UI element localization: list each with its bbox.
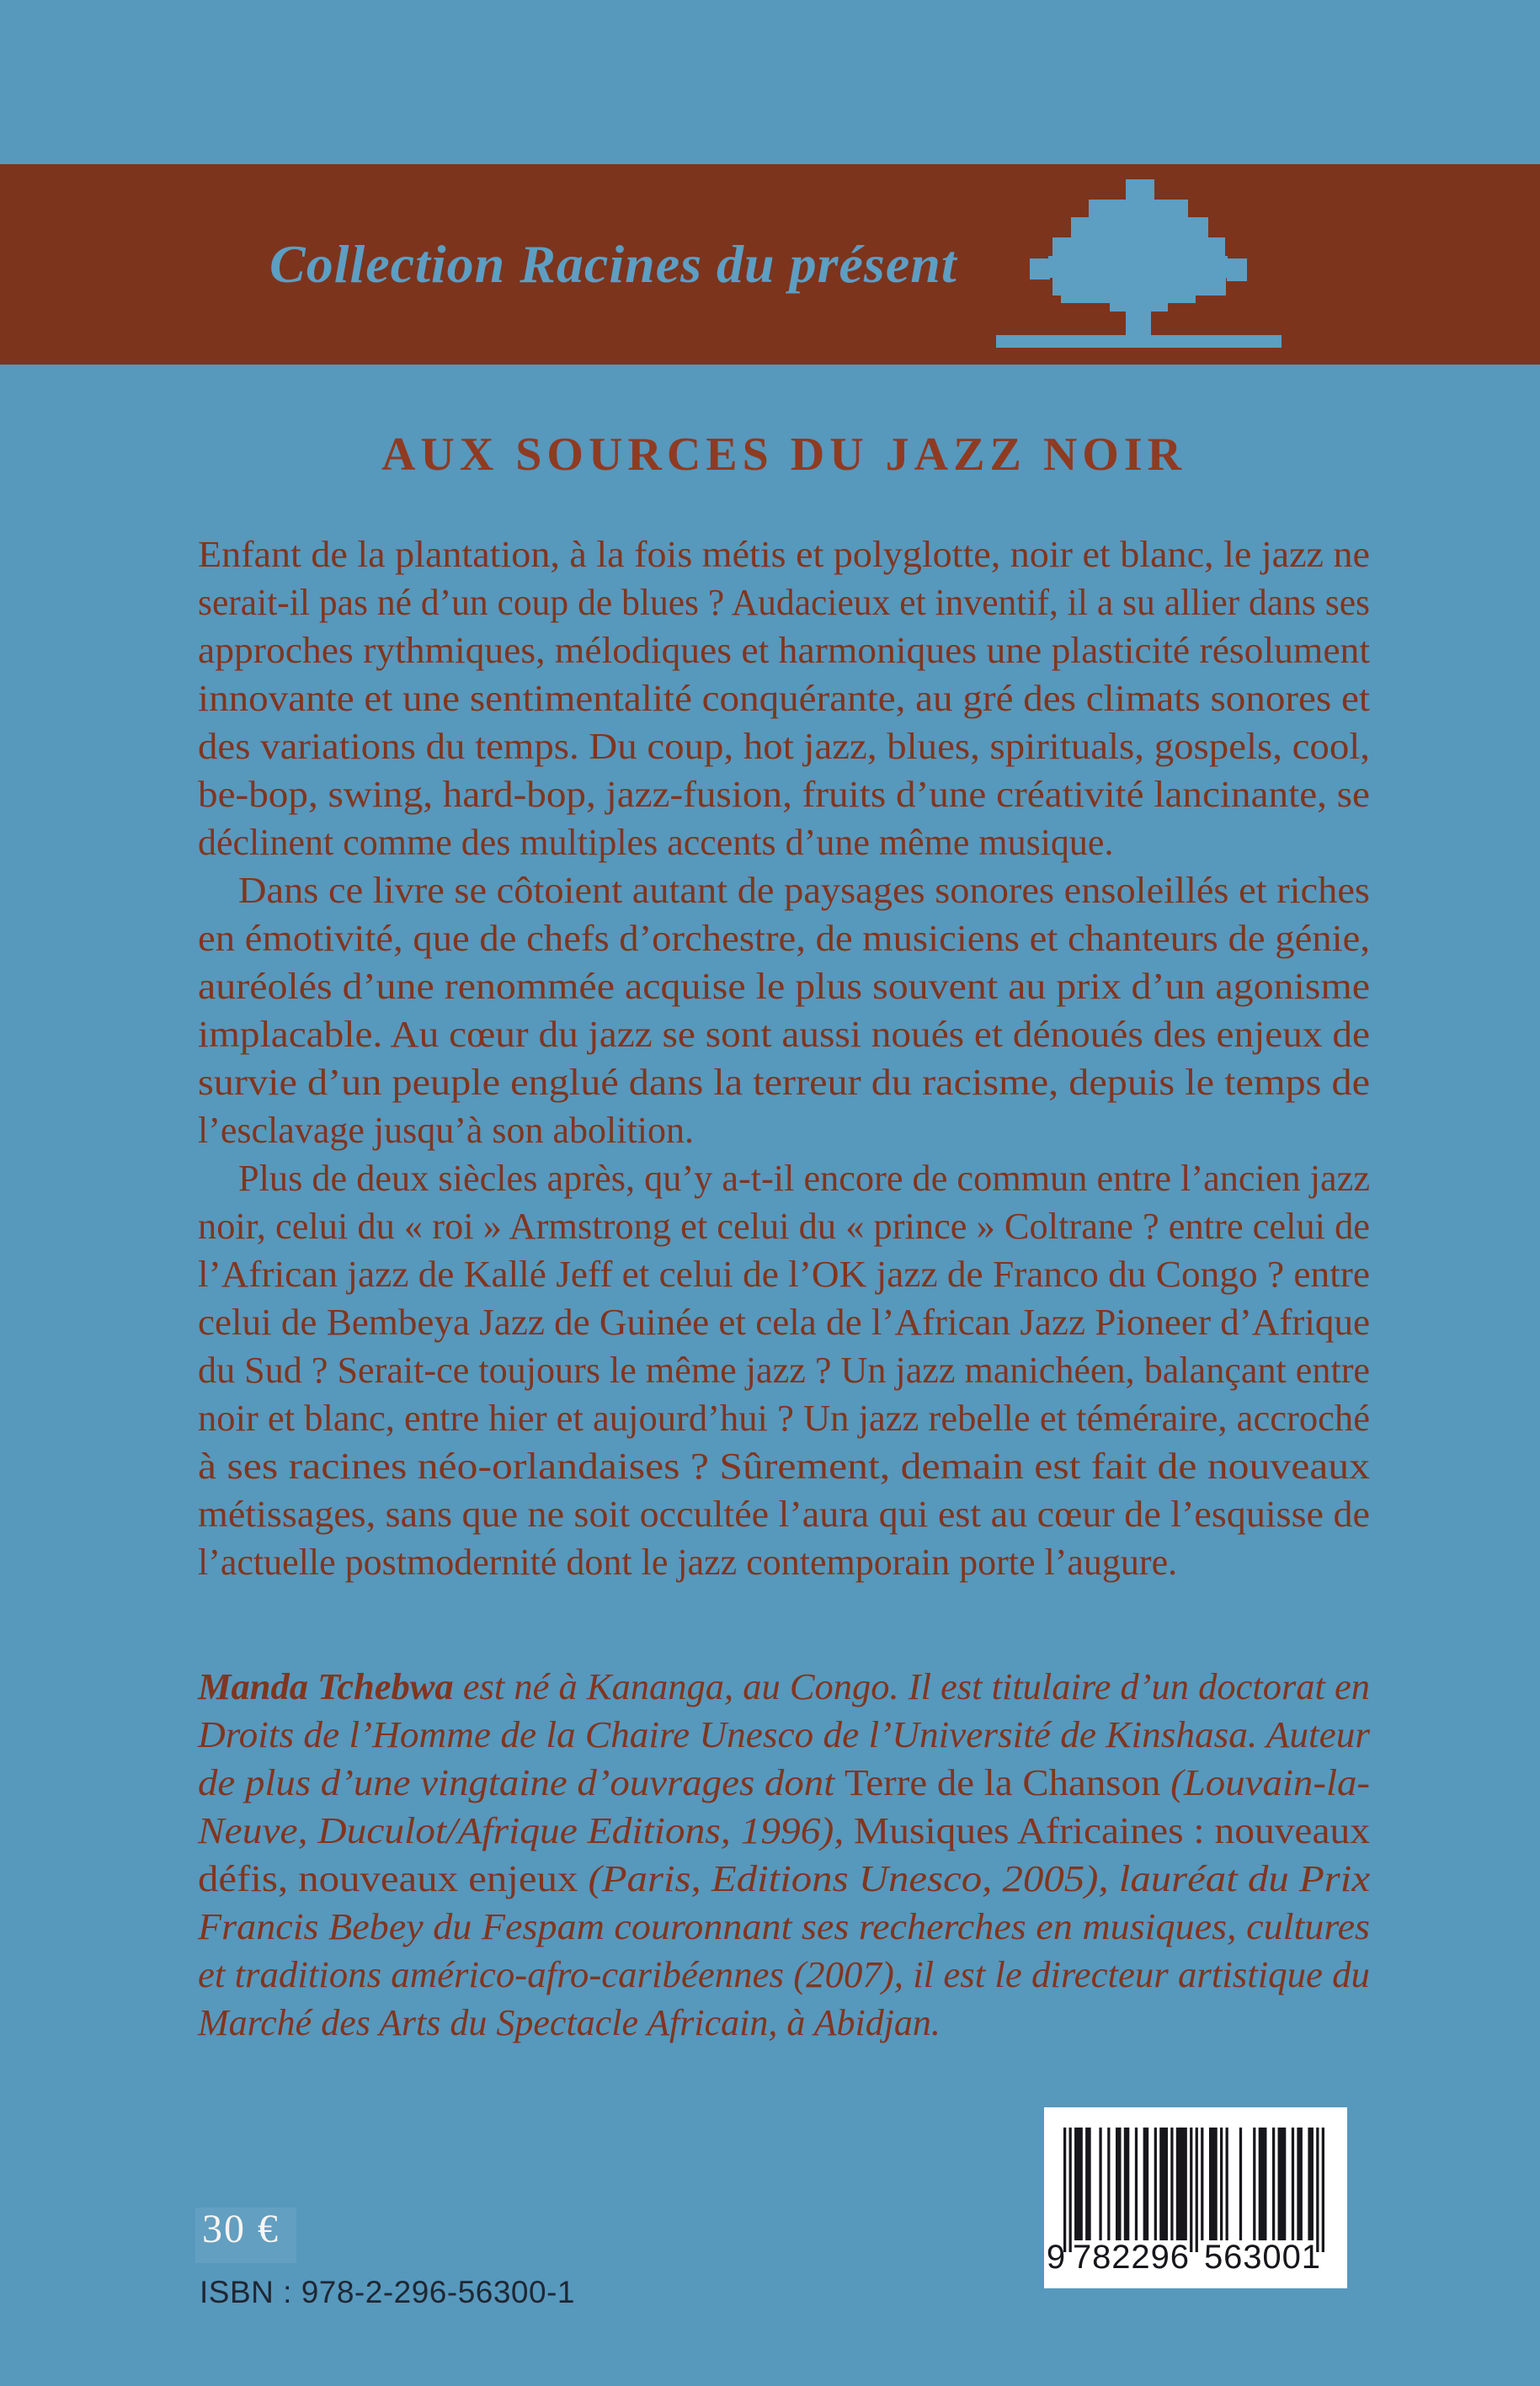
text-line: métissages, sans que ne soit occultée l’aura qui est au cœur de l’esquisse de bbox=[198, 1494, 1371, 1535]
text-line: Neuve, Duculot/Afrique Editions, 1996), Musiques Africaines : nouveaux bbox=[198, 1810, 1370, 1851]
text-line: de plus d’une vingtaine d’ouvrages dont Terre de la Chanson (Louvain-la- bbox=[198, 1762, 1371, 1803]
text-line: en émotivité, que de chefs d’orchestre, de musiciens et chanteurs de génie, bbox=[198, 918, 1370, 959]
text-line: Manda Tchebwa est né à Kananga, au Congo. Il est titulaire d’un doctorat en bbox=[198, 1666, 1370, 1707]
isbn-label: ISBN : 978-2-296-56300-1 bbox=[200, 2275, 575, 2309]
text-line: implacable. Au cœur du jazz se sont aussi noués et dénoués des enjeux de bbox=[198, 1014, 1371, 1055]
text-line: noir, celui du « roi » Armstrong et celui du « prince » Coltrane ? entre celui de bbox=[198, 1206, 1370, 1247]
text-line: déclinent comme des multiples accents d’une même musique. bbox=[198, 822, 1114, 863]
synopsis bbox=[198, 530, 1370, 1586]
synopsis-paragraph bbox=[198, 866, 1370, 1154]
text-line: serait-il pas né d’un coup de blues ? Audacieux et inventif, il a su allier dans ses bbox=[198, 582, 1370, 623]
text-line: Francis Bebey du Fespam couronnant ses recherches en musiques, cultures bbox=[198, 1906, 1370, 1947]
text-line: survie d’un peuple englué dans la terreur du racisme, depuis le temps de bbox=[198, 1062, 1370, 1103]
author-bio bbox=[198, 1663, 1370, 2047]
collection-banner bbox=[0, 164, 1540, 365]
barcode bbox=[1044, 2107, 1347, 2288]
text-line: approches rythmiques, mélodiques et harmoniques une plasticité résolument bbox=[198, 630, 1370, 671]
text-line: noir et blanc, entre hier et aujourd’hui ? Un jazz rebelle et téméraire, accroché bbox=[198, 1398, 1370, 1439]
synopsis-paragraph bbox=[198, 1154, 1370, 1586]
text-line: l’esclavage jusqu’à son abolition. bbox=[198, 1110, 694, 1151]
tree-logo-icon bbox=[996, 179, 1282, 348]
text-line: innovante et une sentimentalité conquérante, au gré des climats sonores et bbox=[198, 678, 1371, 719]
text-line: celui de Bembeya Jazz de Guinée et cela de l’African Jazz Pioneer d’Afrique bbox=[198, 1302, 1370, 1343]
text-line: l’actuelle postmodernité dont le jazz contemporain porte l’augure. bbox=[198, 1542, 1178, 1583]
text-line: Dans ce livre se côtoient autant de paysages sonores ensoleillés et riches bbox=[238, 870, 1370, 911]
text-line: Plus de deux siècles après, qu’y a-t-il encore de commun entre l’ancien jazz bbox=[238, 1158, 1370, 1199]
barcode-digits bbox=[1044, 2239, 1347, 2282]
text-line: Marché des Arts du Spectacle Africain, à Abidjan. bbox=[198, 2002, 941, 2043]
barcode-bars-icon bbox=[1063, 2128, 1324, 2254]
text-line: l’African jazz de Kallé Jeff et celui de l’OK jazz de Franco du Congo ? entre bbox=[198, 1254, 1370, 1295]
text-line: et traditions américo-afro-caribéennes (2007), il est le directeur artistique du bbox=[198, 1954, 1370, 1995]
text-line: auréolés d’une renommée acquise le plus souvent au prix d’un agonisme bbox=[198, 966, 1370, 1007]
text-line: du Sud ? Serait-ce toujours le même jazz ? Un jazz manichéen, balançant entre bbox=[198, 1350, 1371, 1391]
text-line: be-bop, swing, hard-bop, jazz-fusion, fruits d’une créativité lancinante, se bbox=[198, 774, 1370, 815]
price-label: 30 € bbox=[202, 2207, 280, 2251]
text-line: à ses racines néo-orlandaises ? Sûrement, demain est fait de nouveaux bbox=[198, 1446, 1370, 1487]
text-line: des variations du temps. Du coup, hot jazz, blues, spirituals, gospels, cool, bbox=[198, 726, 1370, 767]
text-line: défis, nouveaux enjeux (Paris, Editions Unesco, 2005), lauréat du Prix bbox=[198, 1858, 1370, 1899]
collection-name: Collection Racines du présent bbox=[269, 234, 957, 294]
barcode-digit-right-group: 5 6 3 0 0 1 bbox=[1204, 2239, 1320, 2276]
barcode-digit-first: 9 bbox=[1046, 2239, 1066, 2276]
book-title: AUX SOURCES DU JAZZ NOIR bbox=[381, 429, 1187, 481]
text-line: Droits de l’Homme de la Chaire Unesco de l’Université de Kinshasa. Auteur bbox=[198, 1714, 1370, 1755]
synopsis-paragraph bbox=[198, 530, 1370, 866]
barcode-digit-left-group: 7 8 2 2 9 6 bbox=[1073, 2239, 1189, 2276]
text-line: Enfant de la plantation, à la fois métis et polyglotte, noir et blanc, le jazz ne bbox=[198, 534, 1370, 575]
